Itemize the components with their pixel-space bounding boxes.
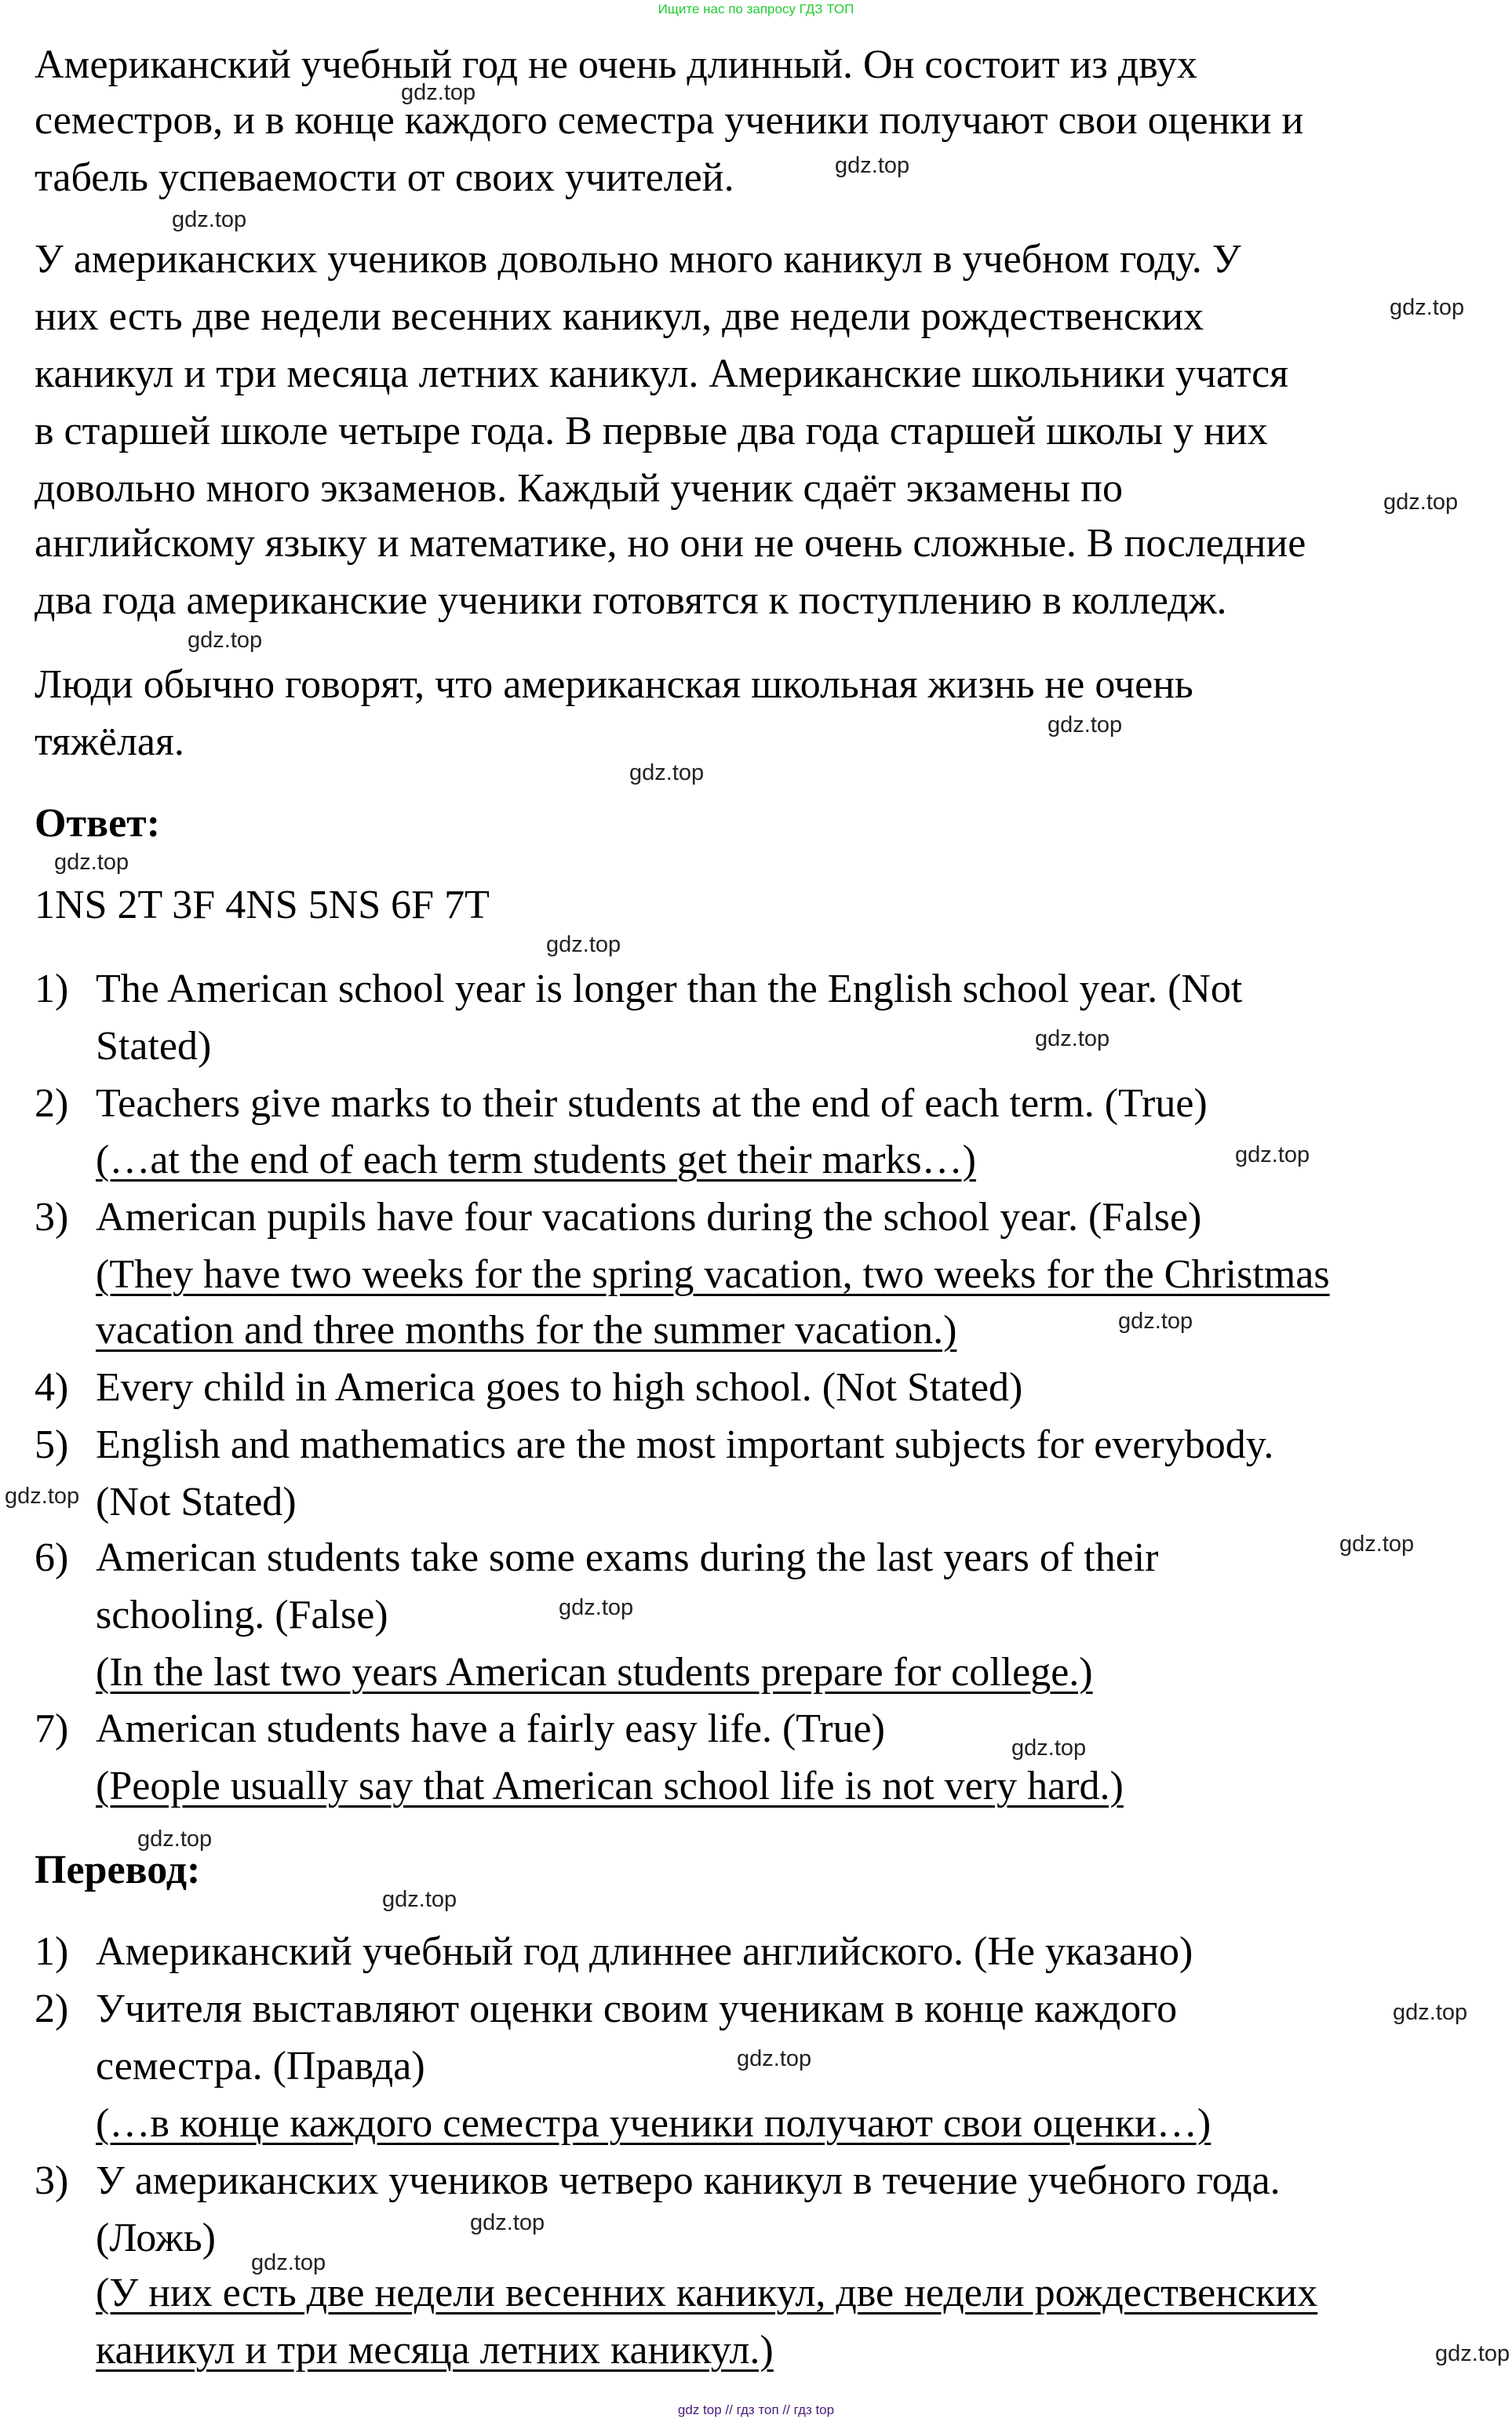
item-number: 5) — [35, 1422, 69, 1467]
item-number: 7) — [35, 1706, 69, 1751]
passage-line: английскому языку и математике, но они не очень сложные. В последние — [35, 521, 1306, 566]
watermark: gdz.top — [470, 2210, 545, 2235]
watermark: gdz.top — [546, 932, 621, 957]
answer-line: schooling. (False) — [96, 1593, 388, 1637]
answer-line: American pupils have four vacations during the school year. (False) — [96, 1195, 1202, 1240]
passage-line: Американский учебный год не очень длинный. Он состоит из двух — [35, 42, 1198, 87]
passage-line: семестров, и в конце каждого семестра ученики получают свои оценки и — [35, 98, 1304, 143]
watermark: gdz.top — [559, 1595, 634, 1620]
translation-heading: Перевод: — [35, 1848, 201, 1892]
answer-line: English and mathematics are the most important subjects for everybody. — [96, 1422, 1274, 1467]
answer-heading: Ответ: — [35, 801, 161, 846]
answer-line: Stated) — [96, 1024, 212, 1069]
passage-line: них есть две недели весенних каникул, две недели рождественских — [35, 294, 1204, 339]
passage-line: два года американские ученики готовятся к поступлению в колледж. — [35, 578, 1227, 623]
watermark: gdz.top — [5, 1484, 80, 1509]
watermark: gdz.top — [1393, 2000, 1468, 2025]
item-number: 6) — [35, 1535, 69, 1580]
answer-evidence: (In the last two years American students prepare for college.) — [96, 1650, 1093, 1695]
item-number: 1) — [35, 1929, 69, 1974]
watermark: gdz.top — [1235, 1142, 1310, 1167]
answer-line: American students have a fairly easy life. (True) — [96, 1706, 885, 1751]
watermark: gdz.top — [629, 760, 705, 785]
answer-line: The American school year is longer than the English school year. (Not — [96, 967, 1243, 1011]
top-banner: Ищите нас по запросу ГДЗ ТОП — [658, 2, 854, 16]
passage-line: табель успеваемости от своих учителей. — [35, 155, 734, 200]
item-number: 2) — [35, 1081, 69, 1126]
passage-line: тяжёлая. — [35, 719, 184, 764]
item-number: 4) — [35, 1365, 69, 1410]
watermark: gdz.top — [1047, 712, 1123, 738]
answer-line: (Not Stated) — [96, 1480, 297, 1524]
answer-line: Teachers give marks to their students at the end of each term. (True) — [96, 1081, 1208, 1126]
watermark: gdz.top — [1339, 1532, 1415, 1557]
passage-line: в старшей школе четыре года. В первые два года старшей школы у них — [35, 409, 1268, 453]
answer-key: 1NS 2T 3F 4NS 5NS 6F 7T — [35, 883, 490, 927]
item-number: 1) — [35, 967, 69, 1011]
translation-line: Учителя выставляют оценки своим ученикам в конце каждого — [96, 1987, 1178, 2031]
watermark: gdz.top — [1435, 2341, 1510, 2366]
passage-line: У американских учеников довольно много каникул в учебном году. У — [35, 237, 1241, 282]
watermark: gdz.top — [251, 2250, 326, 2275]
watermark: gdz.top — [54, 850, 129, 875]
answer-evidence: (They have two weeks for the spring vacation, two weeks for the Christmas — [96, 1252, 1330, 1297]
bottom-banner: gdz top // гдз топ // гдз top — [677, 2402, 835, 2417]
passage-line: довольно много экзаменов. Каждый ученик сдаёт экзамены по — [35, 466, 1124, 511]
translation-evidence: каникул и три месяца летних каникул.) — [96, 2328, 774, 2373]
watermark: gdz.top — [1035, 1026, 1110, 1051]
answer-line: Every child in America goes to high school. (Not Stated) — [96, 1365, 1023, 1410]
answer-evidence: (People usually say that American school life is not very hard.) — [96, 1764, 1124, 1808]
watermark: gdz.top — [737, 2046, 812, 2071]
watermark: gdz.top — [1390, 295, 1465, 320]
watermark: gdz.top — [188, 628, 263, 653]
item-number: 2) — [35, 1987, 69, 2031]
translation-line: Американский учебный год длиннее английского. (Не указано) — [96, 1929, 1193, 1974]
watermark: gdz.top — [1118, 1309, 1193, 1334]
watermark: gdz.top — [137, 1827, 213, 1852]
answer-evidence: vacation and three months for the summer vacation.) — [96, 1308, 957, 1353]
watermark: gdz.top — [1383, 490, 1459, 515]
watermark: gdz.top — [172, 207, 247, 232]
translation-line: (Ложь) — [96, 2216, 216, 2260]
passage-line: Люди обычно говорят, что американская школьная жизнь не очень — [35, 662, 1193, 707]
translation-line: У американских учеников четверо каникул в течение учебного года. — [96, 2158, 1281, 2203]
answer-evidence: (…at the end of each term students get their marks…) — [96, 1138, 976, 1182]
item-number: 3) — [35, 2158, 69, 2203]
translation-evidence: (У них есть две недели весенних каникул, две недели рождественских — [96, 2271, 1318, 2315]
translation-line: семестра. (Правда) — [96, 2044, 425, 2089]
passage-line: каникул и три месяца летних каникул. Американские школьники учатся — [35, 351, 1289, 396]
watermark: gdz.top — [835, 153, 910, 178]
answer-line: American students take some exams during the last years of their — [96, 1535, 1159, 1580]
item-number: 3) — [35, 1195, 69, 1240]
translation-evidence: (…в конце каждого семестра ученики получают свои оценки…) — [96, 2101, 1211, 2146]
watermark: gdz.top — [382, 1887, 457, 1912]
watermark: gdz.top — [401, 80, 476, 105]
watermark: gdz.top — [1011, 1735, 1087, 1761]
